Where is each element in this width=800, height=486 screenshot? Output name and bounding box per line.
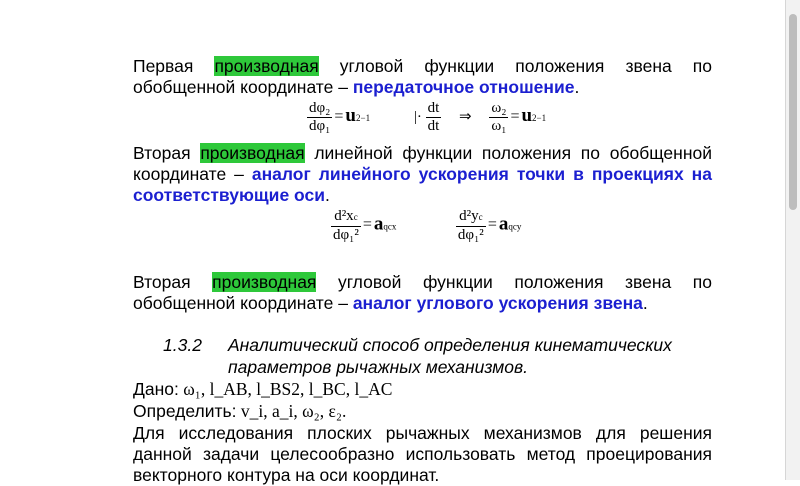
highlight-derivative: производная [214, 56, 319, 76]
section-number: 1.3.2 [163, 335, 202, 355]
paragraph-first-derivative-angular: Первая производная угловой функции положения звена по обобщенной координате – передаточное отношение. [133, 56, 713, 97]
term-angular-acceleration-analog: аналог углового ускорения звена [352, 293, 643, 313]
section-title: Аналитический способ определения кинематических параметров рычажных механизмов. [228, 335, 672, 377]
paragraph-method: Для исследования плоских рычажных механизмов для решения данной задачи целесообразно использовать метод проецирования векторного контура на оси координат. [133, 423, 712, 485]
find-line: Определить: v_i, a_i, ω₂, ε₂. [133, 401, 347, 421]
formula-linear-acceleration: $\frac{\text{d²xc}}{\text{dφ₁²}}$ = aqcx $\frac{\text{d²yc}}{\text{dφ₁²}}$ = aqcy [333, 208, 522, 243]
formula-gear-ratio: $\frac{\text{dφ₂}}{\text{dφ₁}}$ = u2−1 |· $\frac{dt}{dt}$ ⇒ $\frac{\text{ω₂}}{\text{ω₁}}$ = u2−1 [309, 100, 547, 134]
paragraph-second-derivative-linear: Вторая производная линейной функции положения по обобщенной координате – аналог линейного ускорения точки в проекциях на соответствующие оси. [133, 143, 712, 205]
term-gear-ratio: передаточное отношение [352, 77, 575, 97]
highlight-derivative: производная [200, 143, 305, 163]
given-line: Дано: ω₁, l_AB, l_BS2, l_BC, l_AC [133, 379, 393, 399]
vertical-scrollbar[interactable] [785, 0, 800, 480]
paragraph-second-derivative-angular: Вторая производная угловой функции положения звена по обобщенной координате – аналог углового ускорения звена. [133, 272, 712, 313]
scrollbar-thumb[interactable] [789, 14, 797, 210]
highlight-derivative: производная [212, 272, 317, 292]
term-linear-acceleration-analog: аналог линейного ускорения точки в проекциях на соответствующие оси [133, 164, 712, 205]
